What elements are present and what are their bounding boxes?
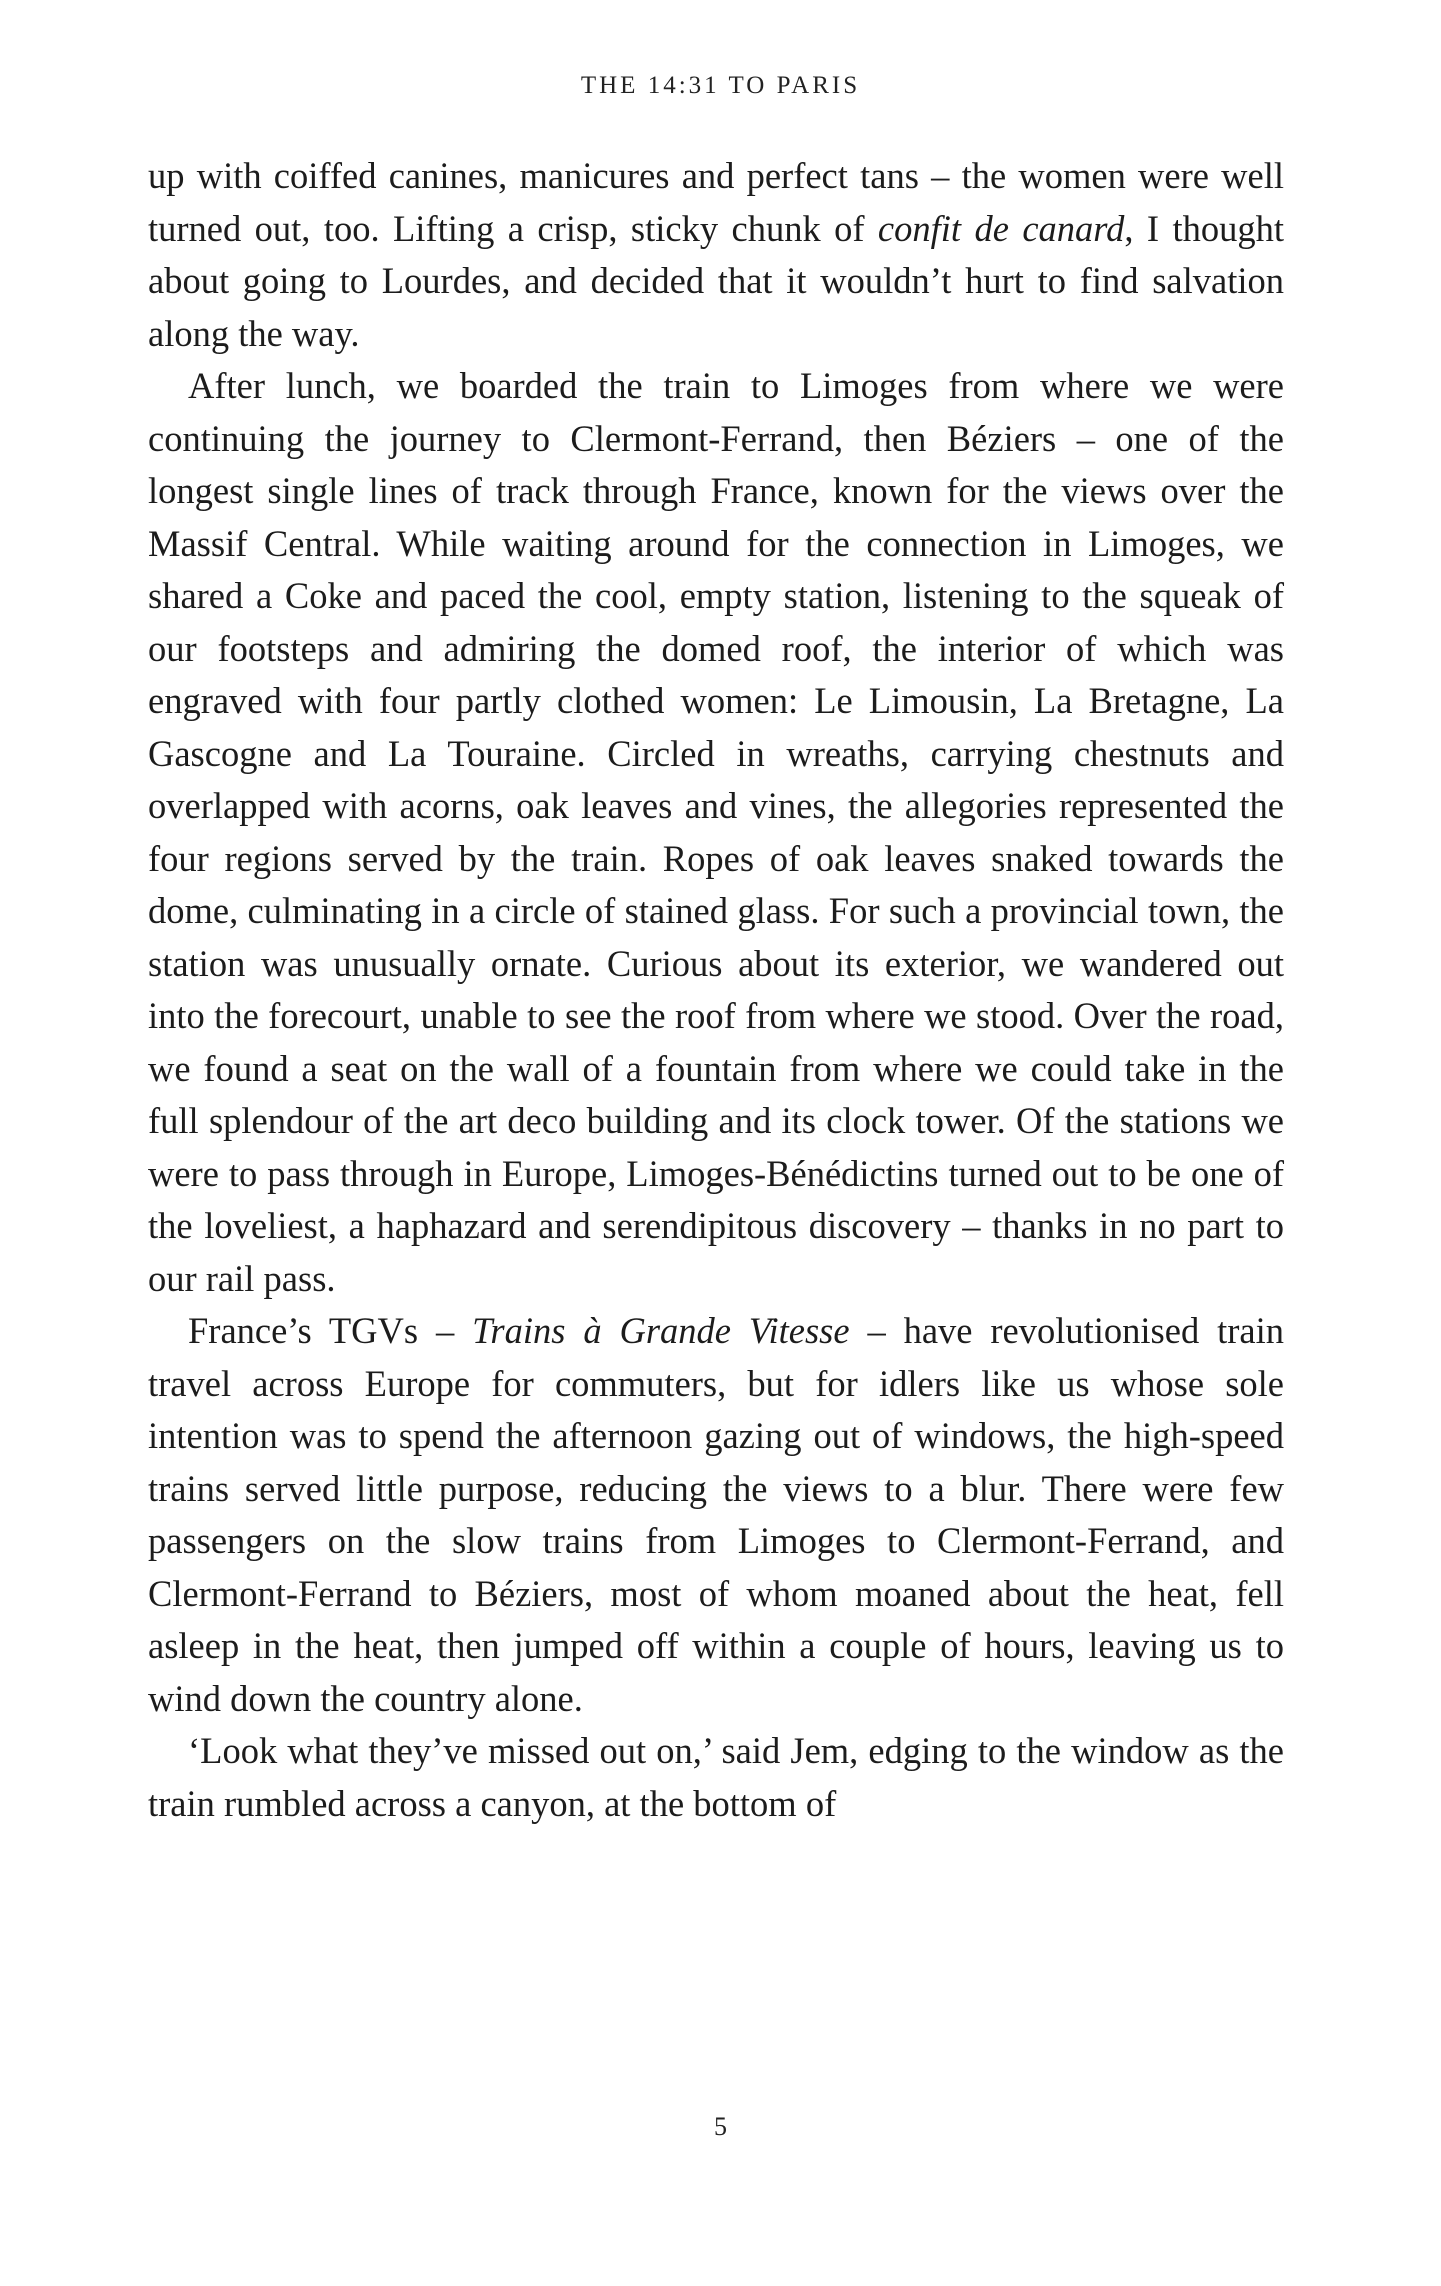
paragraph: ‘Look what they’ve missed out on,’ said Jem, edging to the window as the train rumbled across a canyon, at the bottom of bbox=[148, 1730, 1284, 1824]
paragraph: After lunch, we boarded the train to Limoges from where we were continuing the journey to Clermont-Ferrand, then Béziers – one of the longest single lines of track through France, known for the views over the Massif Central. While waiting around for the connection in Limoges, we shared a Coke and paced the cool, empty station, listening to the squeak of our footsteps and admiring the domed roof, the interior of which was engraved with four partly clothed women: Le Limousin, La Bretagne, La Gascogne and La Touraine. Circled in wreaths, carrying chestnuts and overlapped with acorns, oak leaves and vines, the allegories represented the four regions served by the train. Ropes of oak leaves snaked towards the dome, culminating in a circle of stained glass. For such a provincial town, the station was unusually ornate. Curious about its exterior, we wandered out into the forecourt, unable to see the roof from where we stood. Over the road, we found a seat on the wall of a fountain from where we could take in the full splendour of the art deco building and its clock tower. Of the stations we were to pass through in Europe, Limoges-Bénédictins turned out to be one of the loveliest, a haphazard and serendipitous discovery – thanks in no part to our rail pass. bbox=[148, 365, 1284, 1299]
body-text bbox=[148, 150, 1284, 1830]
italic-phrase: Trains à Grande Vitesse bbox=[472, 1310, 850, 1351]
paragraph-text: , I thought about going to Lourdes, and decided that it wouldn’t hurt to find salvation along the way. bbox=[148, 207, 1285, 354]
running-title: THE 14:31 TO PARIS bbox=[580, 72, 861, 99]
paragraph-text: up with coiffed canines, manicures and perfect tans – the women were well turned out, too. Lifting a crisp, sticky chunk of bbox=[148, 155, 1284, 249]
paragraph bbox=[148, 150, 1284, 360]
paragraph bbox=[148, 1305, 1284, 1725]
paragraph-text: – have revolutionised train travel across Europe for commuters, but for idlers like us whose sole intention was to spend the afternoon gazing out of windows, the high-speed trains served little purpose, reducing the views to a blur. There were few passengers on the slow trains from Limoges to Clermont-Ferrand, and Clermont-Ferrand to Béziers, most of whom moaned about the heat, fell asleep in the heat, then jumped off within a couple of hours, leaving us to wind down the country alone. bbox=[148, 1310, 1284, 1719]
page-number: 5 bbox=[714, 2112, 727, 2141]
paragraph-text: France’s TGVs – bbox=[188, 1310, 473, 1351]
italic-phrase: confit de canard bbox=[877, 207, 1125, 249]
